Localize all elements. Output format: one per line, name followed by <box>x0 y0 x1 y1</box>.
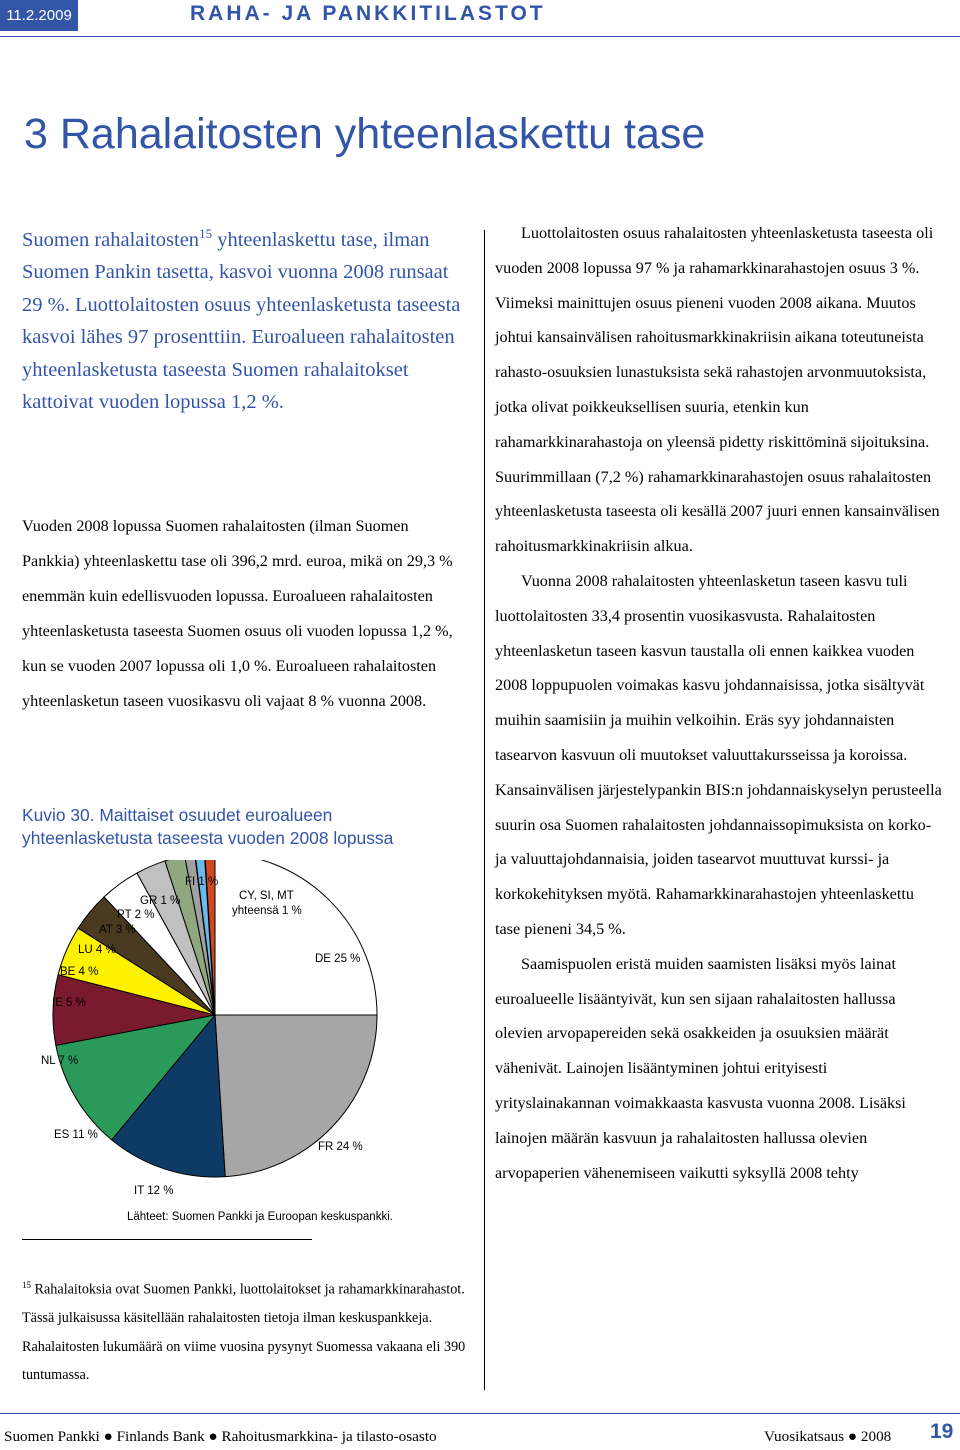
footer-org-fi: Suomen Pankki <box>4 1428 100 1445</box>
footer-publication: Vuosikatsaus <box>764 1428 845 1445</box>
footnote-ref[interactable]: 15 <box>199 226 213 241</box>
chart-source: Lähteet: Suomen Pankki ja Euroopan keskuspankki. <box>127 1211 393 1223</box>
slice-label-gr: GR 1 % <box>140 895 181 907</box>
pie-slice-de <box>215 860 377 1015</box>
footer-right <box>764 1428 891 1446</box>
slice-label-fi: FI 1 % <box>185 876 219 888</box>
slice-label-ie: IE 5 % <box>52 997 86 1009</box>
slice-label-it: IT 12 % <box>134 1185 174 1197</box>
slice-label-de: DE 25 % <box>315 953 361 965</box>
right-paragraph-3: Saamispuolen eristä muiden saamisten lisäksi myös lainat euroalueelle lisääntyivät, kun sen sijaan rahalaitosten hallussa olevien arvopapereiden sekä osakkeiden ja osuuksien määrät vähenivät. Lainojen lisääntyminen johtui erityisesti yrityslainakannan voimakkaasta kasvusta vuonna 2008. Lisäksi lainojen määrän kasvuun ja rahalaitosten hallussa olevien arvopaperien vähenemiseen vaikutti syksyllä 2008 tehty <box>495 954 906 1182</box>
footnote-text: Rahalaitoksia ovat Suomen Pankki, luottolaitokset ja rahamarkkinarahastot. Tässä julkaisussa käsitellään rahalaitosten tietoja ilman keskuspankkeja. Rahalaitosten lukumäärä on viime vuosina pysynyt Suomessa vakaana eli 390 tuntumassa. <box>22 1281 466 1384</box>
bullet-icon: ● <box>103 1428 113 1445</box>
body-paragraph-left: Vuoden 2008 lopussa Suomen rahalaitosten (ilman Suomen Pankkia) yhteenlaskettu tase oli 396,2 mrd. euroa, mikä on 29,3 % enemmän kuin edellisvuoden lopussa. Euroalueen rahalaitosten yhteenlasketusta taseesta Suomen osuus oli vuoden lopussa 1,2 %, kun se vuoden 2007 lopussa oli 1,0 %. Euroalueen rahalaitosten yhteenlasketun taseen vuosikasvu oli vajaat 8 % vuonna 2008. <box>22 517 453 710</box>
header-rule <box>0 36 960 37</box>
footer-department: Rahoitusmarkkina- ja tilasto-osasto <box>221 1428 437 1445</box>
bullet-icon: ● <box>847 1428 858 1445</box>
footer-year: 2008 <box>860 1428 892 1445</box>
pie-chart <box>0 860 480 1210</box>
lead-text-b: yhteenlaskettu tase, ilman Suomen Pankin tasetta, kasvoi vuonna 2008 runsaat 29 %. Luottolaitosten osuus yhteenlasketusta taseesta kasvoi lähes 97 prosenttiin. Euroalueen rahalaitosten yhteenlasketusta taseesta Suomen rahalaitokset kattoivat vuoden lopussa 1,2 %. <box>22 228 461 414</box>
footer-org-sv: Finlands Bank <box>116 1428 205 1445</box>
chapter-title: 3 Rahalaitosten yhteenlaskettu tase <box>24 110 706 158</box>
footnote-number: 15 <box>22 1280 31 1290</box>
footer-left <box>4 1428 437 1446</box>
slice-label-be: BE 4 % <box>60 966 99 978</box>
footnote <box>22 1271 467 1390</box>
right-paragraph-2: Vuonna 2008 rahalaitosten yhteenlasketun taseen kasvu tuli luottolaitosten 33,4 prosentin vuosikasvusta. Rahalaitosten yhteenlasketun taseen kasvun taustalla oli ennen kaikkea vuoden 2008 loppupuolen voimakas kasvu johdannaisissa, jotka sisältyvät muihin saamisiin ja muihin velkoihin. Eräs syy johdannaisten tasearvon kasvuun oli muutokset valuuttakursseissa ja koroissa. Kansainvälisen järjestelypankin BIS:n johdannaiskyselyn perusteella suurin osa Suomen rahalaitosten johdannaissopimuksista on korko- ja valuuttajohdannaisia, joiden tasearvot muuttuvat kurssi- ja korkokehityksen myötä. Rahamarkkinarahastojen yhteenlaskettu tase pieneni 34,5 %. <box>495 571 942 938</box>
header-date: 11.2.2009 <box>0 0 78 31</box>
figure-caption: Kuvio 30. Maittaiset osuudet euroalueen yhteenlasketusta taseesta vuoden 2008 lopussa <box>22 805 394 848</box>
right-paragraph-1: Luottolaitosten osuus rahalaitosten yhteenlasketusta taseesta oli vuoden 2008 lopussa 97 % ja rahamarkkinarahastojen osuus 3 %. Viimeksi mainittujen osuus pieneni vuoden 2008 aikana. Muutos johtui kansainvälisen rahoitusmarkkinakriisin aikana toteutuneista rahasto-osuuksien lunastuksista sekä rahastojen arvonmuutoksista, jotka olivat poikkeuksellisen suuria, etenkin kun rahamarkkinarahastoja on yleensä pidetty riskittöminä sijoituksina. Suurimmillaan (7,2 %) rahamarkkinarahastojen osuus rahalaitosten yhteenlasketusta taseesta oli kesällä 2007 juuri ennen kansainvälisen rahoitusmarkkinakriisin alkua. <box>495 224 940 556</box>
slice-label-lu: LU 4 % <box>78 944 116 956</box>
page-header <box>0 0 960 31</box>
right-column <box>495 216 943 1190</box>
page-number: 19 <box>930 1420 954 1443</box>
lead-text-a: Suomen rahalaitosten <box>22 228 200 251</box>
slice-label-pt: PT 2 % <box>117 909 155 921</box>
column-divider <box>484 230 485 1390</box>
slice-label-other: CY, SI, MT <box>239 890 294 902</box>
slice-label-at: AT 3 % <box>99 924 136 936</box>
bullet-icon: ● <box>208 1428 218 1445</box>
lead-paragraph <box>22 218 474 419</box>
slice-label-fr: FR 24 % <box>318 1141 363 1153</box>
footer-rule <box>0 1413 960 1414</box>
footnote-rule <box>22 1239 312 1240</box>
slice-label-other-share: yhteensä 1 % <box>232 905 302 917</box>
header-section-title: RAHA- JA PANKKITILASTOT <box>190 2 546 25</box>
slice-label-nl: NL 7 % <box>41 1055 79 1067</box>
slice-label-es: ES 11 % <box>54 1129 98 1141</box>
